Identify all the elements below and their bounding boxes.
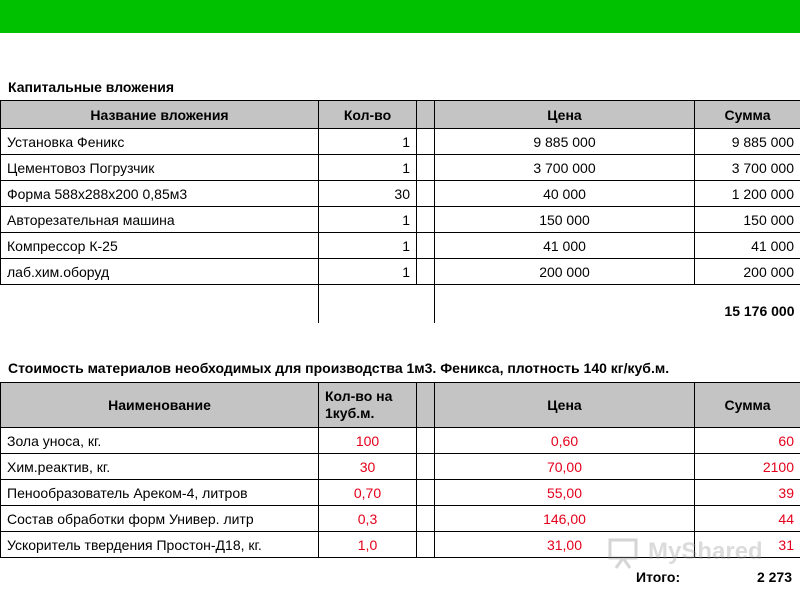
cell-qty: 1 <box>319 129 417 155</box>
cell-sum: 60 <box>695 428 800 454</box>
cell-qty: 30 <box>319 454 417 480</box>
cell-name: Пенообразователь Ареком-4, литров <box>1 480 319 506</box>
cell-name: Установка Феникс <box>1 129 319 155</box>
total-price-empty <box>435 285 695 324</box>
cell-spacer <box>417 480 435 506</box>
cell-spacer <box>417 233 435 259</box>
cell-sum: 2100 <box>695 454 800 480</box>
materials-cost-title: Стоимость материалов необходимых для производства 1м3. Феникса, плотность 140 кг/куб.м. <box>8 360 670 376</box>
cell-qty: 1 <box>319 207 417 233</box>
cell-spacer <box>417 454 435 480</box>
cell-sum: 44 <box>695 506 800 532</box>
cell-sum: 41 000 <box>695 233 800 259</box>
table-row <box>1 181 800 207</box>
cell-qty: 1 <box>319 155 417 181</box>
presentation-icon <box>606 536 642 570</box>
cell-spacer <box>417 428 435 454</box>
cell-spacer <box>417 259 435 285</box>
total-empty <box>1 285 319 324</box>
table-header-row <box>1 101 800 129</box>
cell-name: Авторезательная машина <box>1 207 319 233</box>
col-header-price: Цена <box>435 383 695 428</box>
cell-name: Зола уноса, кг. <box>1 428 319 454</box>
cell-spacer <box>417 207 435 233</box>
table-row <box>1 207 800 233</box>
capital-investments-title: Капитальные вложения <box>8 79 175 95</box>
cell-sum: 39 <box>695 480 800 506</box>
cell-sum: 9 885 000 <box>695 129 800 155</box>
table-row <box>1 129 800 155</box>
total-spacer <box>417 285 435 324</box>
cell-sum: 150 000 <box>695 207 800 233</box>
itogo-label: Итого: <box>636 569 681 585</box>
cell-price: 3 700 000 <box>435 155 695 181</box>
cell-price: 146,00 <box>435 506 695 532</box>
cell-sum: 31 <box>695 532 800 558</box>
cell-spacer <box>417 532 435 558</box>
cell-qty: 0,70 <box>319 480 417 506</box>
table-row <box>1 506 800 532</box>
cell-qty: 1,0 <box>319 532 417 558</box>
table-header-row <box>1 383 800 428</box>
cell-qty: 100 <box>319 428 417 454</box>
table-row <box>1 155 800 181</box>
table-row <box>1 428 800 454</box>
cell-qty: 30 <box>319 181 417 207</box>
cell-qty: 1 <box>319 259 417 285</box>
cell-spacer <box>417 155 435 181</box>
cell-price: 55,00 <box>435 480 695 506</box>
cell-price: 200 000 <box>435 259 695 285</box>
cell-price: 70,00 <box>435 454 695 480</box>
col-header-sum: Сумма <box>695 101 800 129</box>
cell-name: Форма 588х288х200 0,85м3 <box>1 181 319 207</box>
table-row <box>1 259 800 285</box>
cell-qty: 0,3 <box>319 506 417 532</box>
cell-price: 40 000 <box>435 181 695 207</box>
cell-qty: 1 <box>319 233 417 259</box>
total-qty-empty <box>319 285 417 324</box>
itogo-value: 2 273 <box>756 569 792 585</box>
cell-price: 31,00 <box>435 532 695 558</box>
cell-name: лаб.хим.оборуд <box>1 259 319 285</box>
cell-name: Хим.реактив, кг. <box>1 454 319 480</box>
total-row <box>1 285 800 324</box>
col-header-name: Название вложения <box>1 101 319 129</box>
cell-name: Состав обработки форм Универ. литр <box>1 506 319 532</box>
capital-investments-table <box>0 100 800 323</box>
col-header-sum: Сумма <box>695 383 800 428</box>
top-green-bar <box>0 0 800 33</box>
cell-sum: 3 700 000 <box>695 155 800 181</box>
col-header-spacer <box>417 101 435 129</box>
materials-cost-table <box>0 382 800 558</box>
cell-price: 150 000 <box>435 207 695 233</box>
table-row <box>1 233 800 259</box>
cell-spacer <box>417 506 435 532</box>
cell-sum: 200 000 <box>695 259 800 285</box>
cell-price: 0,60 <box>435 428 695 454</box>
cell-spacer <box>417 129 435 155</box>
table-row <box>1 454 800 480</box>
cell-sum: 1 200 000 <box>695 181 800 207</box>
cell-price: 41 000 <box>435 233 695 259</box>
col-header-price: Цена <box>435 101 695 129</box>
capital-total: 15 176 000 <box>724 303 795 319</box>
cell-name: Компрессор К-25 <box>1 233 319 259</box>
watermark-text: MyShared <box>648 538 763 565</box>
col-header-qty: Кол-во <box>319 101 417 129</box>
cell-name: Ускоритель твердения Простон-Д18, кг. <box>1 532 319 558</box>
col-header-name: Наименование <box>1 383 319 428</box>
col-header-spacer <box>417 383 435 428</box>
cell-price: 9 885 000 <box>435 129 695 155</box>
watermark-logo <box>606 536 776 570</box>
cell-name: Цементовоз Погрузчик <box>1 155 319 181</box>
col-header-qty: Кол-во на 1куб.м. <box>319 383 417 428</box>
cell-spacer <box>417 181 435 207</box>
table-row <box>1 480 800 506</box>
